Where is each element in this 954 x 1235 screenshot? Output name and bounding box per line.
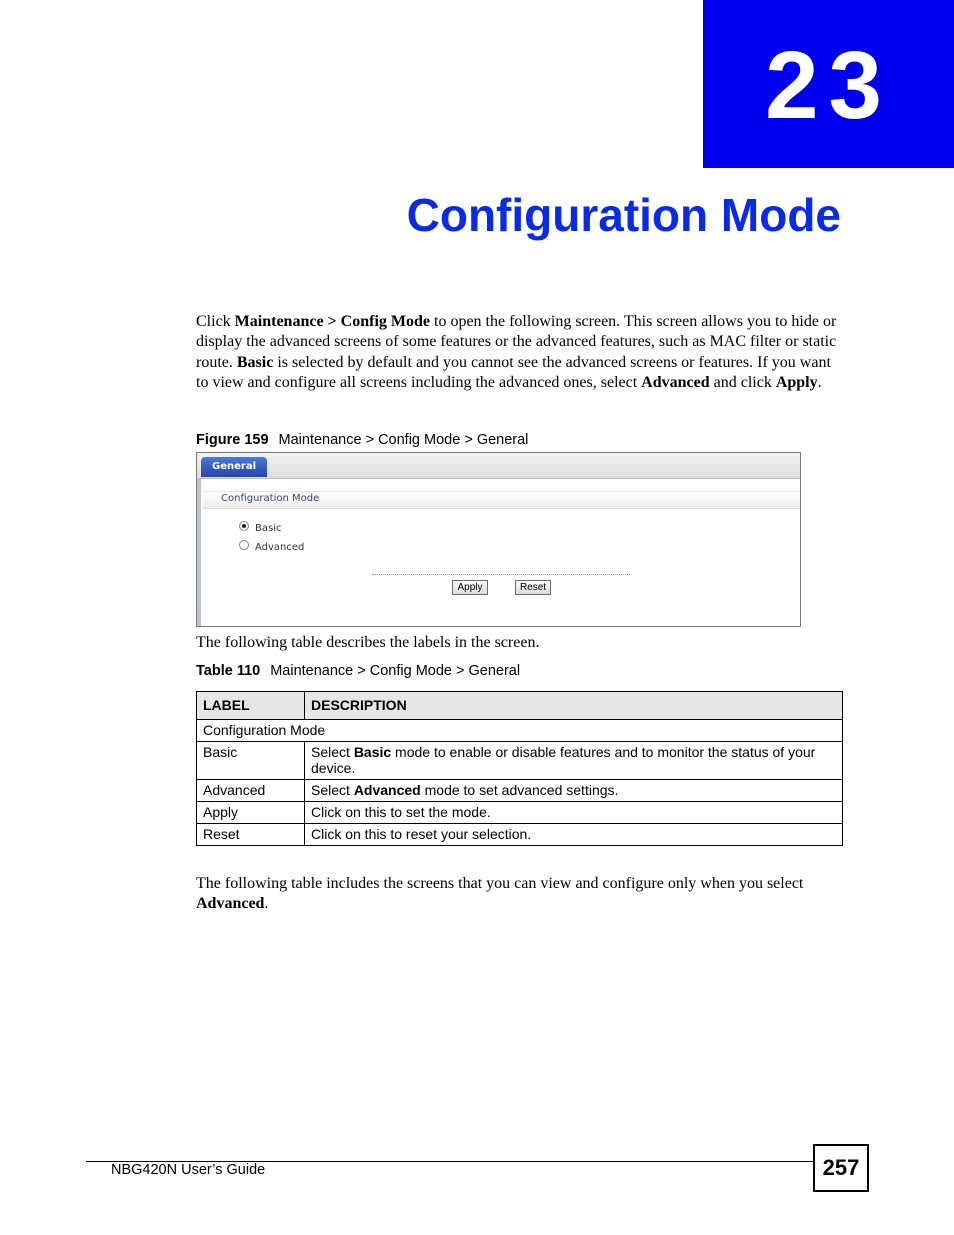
intro-text: is selected by default and you cannot see the advanced screens or features. If you want to view and configure all screens including the advanced ones, select xyxy=(196,353,831,392)
table-caption-text: Maintenance > Config Mode > General xyxy=(270,663,521,679)
intro-text: and click xyxy=(709,374,776,392)
table-section-row xyxy=(197,720,843,742)
intro-text: to open the following screen. This screen allows you to hide or display the advanced screens of some features or the advanced features, such as MAC filter or static route. xyxy=(196,313,837,371)
page-number: 257 xyxy=(813,1144,869,1192)
desc-text: mode to set advanced settings. xyxy=(420,782,619,798)
radio-basic-label: Basic xyxy=(255,523,282,534)
row-description xyxy=(305,780,843,802)
closing-bold: Advanced xyxy=(196,895,265,913)
desc-text: Select xyxy=(311,744,354,760)
intro-paragraph xyxy=(196,312,844,394)
row-label: Apply xyxy=(197,802,305,824)
description-table xyxy=(196,691,843,846)
table-intro: The following table describes the labels in the screen. xyxy=(196,634,540,651)
intro-bold: Maintenance > Config Mode xyxy=(234,313,430,330)
figure-caption xyxy=(196,432,528,448)
intro-bold: Basic xyxy=(236,353,274,371)
row-description: Click on this to set the mode. xyxy=(305,802,843,824)
tab-bar xyxy=(197,453,800,479)
table-label: Table 110 xyxy=(196,663,261,679)
closing-text: The following table includes the screens that you can view and configure only when you select xyxy=(196,875,804,892)
dotted-divider xyxy=(372,574,630,575)
row-label: Advanced xyxy=(197,780,305,802)
chapter-number: 23 xyxy=(765,32,892,139)
intro-bold: Apply xyxy=(775,374,818,392)
row-label: Basic xyxy=(197,742,305,780)
chapter-title: Configuration Mode xyxy=(406,189,841,241)
radio-unselected-icon[interactable] xyxy=(239,540,249,550)
section-cell: Configuration Mode xyxy=(197,720,843,742)
figure-caption-text: Maintenance > Config Mode > General xyxy=(278,432,529,448)
figure-label: Figure 159 xyxy=(196,432,269,448)
row-description xyxy=(305,742,843,780)
desc-bold: Basic xyxy=(353,744,392,760)
apply-button[interactable]: Apply xyxy=(452,580,488,595)
radio-advanced-label: Advanced xyxy=(255,542,305,553)
table-row xyxy=(197,802,843,824)
closing-text: . xyxy=(264,895,269,913)
radio-selected-icon[interactable] xyxy=(239,521,249,531)
desc-text: Select xyxy=(311,782,354,798)
row-label: Reset xyxy=(197,824,305,846)
footer-guide-title: NBG420N User’s Guide xyxy=(111,1162,266,1178)
section-title: Configuration Mode xyxy=(221,493,320,504)
desc-text: mode to enable or disable features and to monitor the status of your device. xyxy=(311,744,816,776)
reset-button[interactable]: Reset xyxy=(515,580,551,595)
header-label: LABEL xyxy=(197,692,305,720)
closing-paragraph xyxy=(196,874,844,915)
radio-basic[interactable] xyxy=(239,523,281,534)
radio-advanced[interactable] xyxy=(239,542,304,553)
table-row xyxy=(197,824,843,846)
header-description: DESCRIPTION xyxy=(305,692,843,720)
intro-text: Click xyxy=(196,313,235,330)
row-description: Click on this to reset your selection. xyxy=(305,824,843,846)
tab-general[interactable]: General xyxy=(201,457,267,477)
desc-bold: Advanced xyxy=(353,782,421,798)
left-border-bar xyxy=(197,479,201,626)
chapter-number-box xyxy=(703,0,954,168)
table-row xyxy=(197,780,843,802)
config-mode-screenshot xyxy=(196,452,801,627)
intro-bold: Advanced xyxy=(641,374,710,392)
section-header xyxy=(203,491,800,509)
table-caption xyxy=(196,663,520,679)
intro-text: . xyxy=(817,374,822,392)
table-row xyxy=(197,742,843,780)
table-header-row xyxy=(197,692,843,720)
